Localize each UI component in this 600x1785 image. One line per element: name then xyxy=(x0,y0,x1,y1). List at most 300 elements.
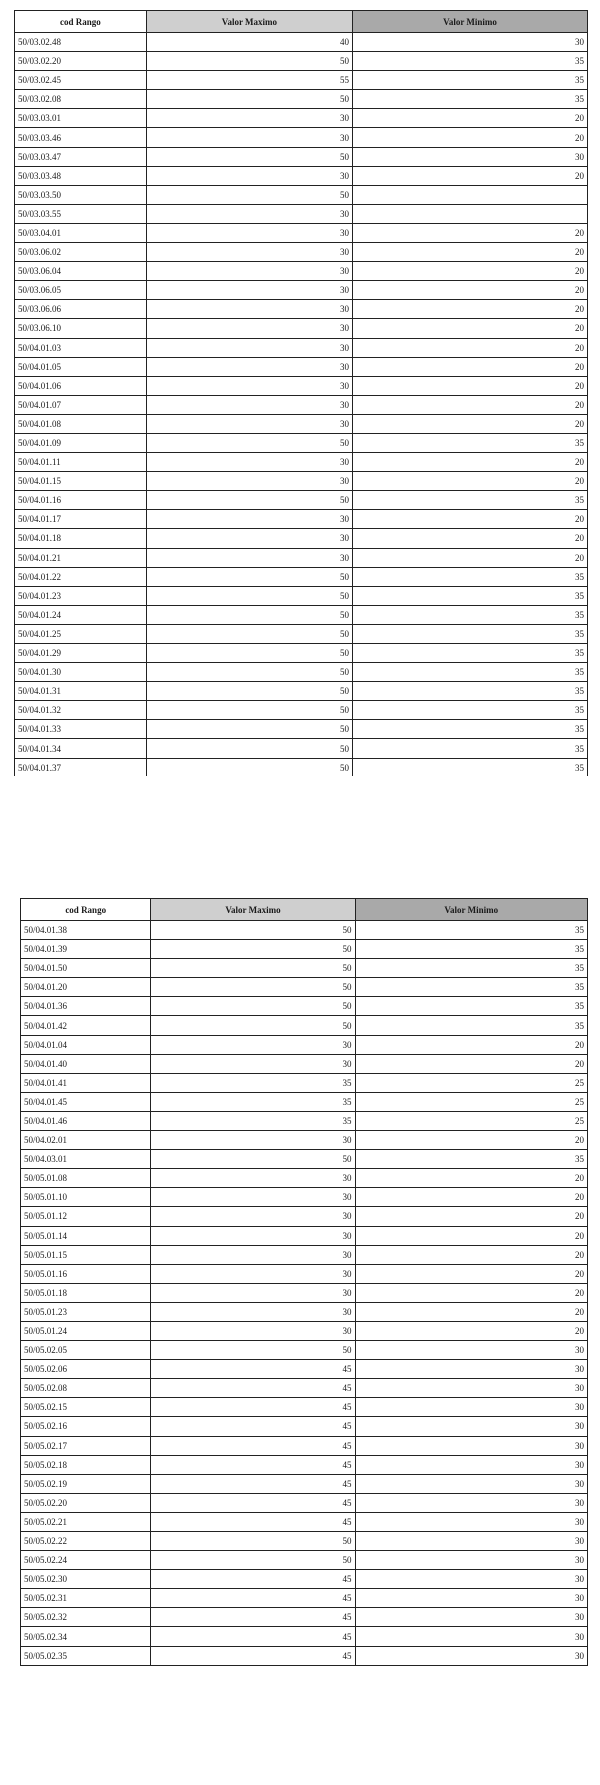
cell-valor-minimo: 35 xyxy=(353,644,588,663)
cell-valor-minimo: 20 xyxy=(353,548,588,567)
table-row xyxy=(21,1226,588,1245)
table-row xyxy=(15,128,588,147)
cell-valor-maximo: 50 xyxy=(146,624,352,643)
cell-cod-rango: 50/04.01.40 xyxy=(21,1054,151,1073)
cell-cod-rango: 50/03.06.02 xyxy=(15,243,147,262)
cell-valor-maximo: 50 xyxy=(151,959,355,978)
cell-cod-rango: 50/04.01.20 xyxy=(21,978,151,997)
cell-valor-maximo: 50 xyxy=(146,52,352,71)
header-cod-rango: cod Rango xyxy=(15,11,147,33)
cell-valor-minimo: 20 xyxy=(355,1169,587,1188)
cell-valor-minimo: 35 xyxy=(355,1150,587,1169)
table-row xyxy=(15,357,588,376)
cell-valor-maximo: 50 xyxy=(151,1532,355,1551)
cell-valor-maximo: 30 xyxy=(151,1226,355,1245)
table-row xyxy=(15,758,588,777)
header-row xyxy=(15,11,588,33)
table-row xyxy=(21,1474,588,1493)
cell-valor-minimo: 30 xyxy=(353,147,588,166)
cell-valor-maximo: 30 xyxy=(151,1264,355,1283)
cell-valor-maximo: 30 xyxy=(146,204,352,223)
cell-valor-minimo: 20 xyxy=(353,223,588,242)
table-row xyxy=(15,433,588,452)
cell-cod-rango: 50/04.01.23 xyxy=(15,586,147,605)
cell-cod-rango: 50/04.01.09 xyxy=(15,433,147,452)
cell-valor-minimo: 30 xyxy=(355,1532,587,1551)
table-row xyxy=(21,1398,588,1417)
cell-valor-maximo: 50 xyxy=(146,682,352,701)
cell-valor-maximo: 30 xyxy=(151,1321,355,1340)
table-row xyxy=(21,1551,588,1570)
table-row xyxy=(21,997,588,1016)
cell-cod-rango: 50/05.01.15 xyxy=(21,1245,151,1264)
table-row xyxy=(15,281,588,300)
cell-valor-minimo: 35 xyxy=(353,701,588,720)
cell-cod-rango: 50/03.03.47 xyxy=(15,147,147,166)
table-row xyxy=(21,1150,588,1169)
table-row xyxy=(21,1360,588,1379)
cell-valor-minimo: 25 xyxy=(355,1092,587,1111)
cell-valor-minimo: 35 xyxy=(353,682,588,701)
cell-valor-minimo: 35 xyxy=(353,739,588,758)
table-row xyxy=(21,1589,588,1608)
cell-cod-rango: 50/04.01.15 xyxy=(15,472,147,491)
table-row xyxy=(21,1379,588,1398)
cell-valor-maximo: 50 xyxy=(146,185,352,204)
table-row xyxy=(15,644,588,663)
cell-valor-minimo: 20 xyxy=(353,529,588,548)
cell-cod-rango: 50/04.01.05 xyxy=(15,357,147,376)
cell-valor-minimo: 30 xyxy=(355,1455,587,1474)
header-valor-minimo: Valor Minimo xyxy=(353,11,588,33)
cell-cod-rango: 50/04.01.39 xyxy=(21,940,151,959)
table-row xyxy=(21,1207,588,1226)
cell-valor-minimo: 20 xyxy=(353,166,588,185)
cell-valor-maximo: 45 xyxy=(151,1398,355,1417)
cell-cod-rango: 50/03.03.50 xyxy=(15,185,147,204)
table-row xyxy=(21,921,588,940)
cell-valor-minimo: 20 xyxy=(355,1207,587,1226)
cell-valor-minimo: 35 xyxy=(353,567,588,586)
cell-valor-minimo: 20 xyxy=(353,262,588,281)
table-row xyxy=(15,166,588,185)
cell-cod-rango: 50/04.01.25 xyxy=(15,624,147,643)
cell-cod-rango: 50/05.02.18 xyxy=(21,1455,151,1474)
cell-cod-rango: 50/05.01.18 xyxy=(21,1283,151,1302)
cell-valor-maximo: 30 xyxy=(151,1283,355,1302)
cell-cod-rango: 50/05.02.20 xyxy=(21,1493,151,1512)
cell-cod-rango: 50/04.01.04 xyxy=(21,1035,151,1054)
cell-valor-maximo: 30 xyxy=(151,1245,355,1264)
cell-valor-minimo: 35 xyxy=(355,921,587,940)
cell-valor-maximo: 30 xyxy=(146,453,352,472)
table-row xyxy=(15,376,588,395)
table-row xyxy=(21,1608,588,1627)
cell-valor-maximo: 50 xyxy=(146,720,352,739)
cell-cod-rango: 50/05.02.06 xyxy=(21,1360,151,1379)
cell-valor-maximo: 30 xyxy=(146,223,352,242)
table-row xyxy=(15,663,588,682)
cell-valor-minimo: 30 xyxy=(355,1493,587,1512)
cell-cod-rango: 50/04.02.01 xyxy=(21,1131,151,1150)
table-row xyxy=(21,940,588,959)
table-row xyxy=(21,1570,588,1589)
cell-cod-rango: 50/04.01.22 xyxy=(15,567,147,586)
cell-valor-maximo: 30 xyxy=(151,1188,355,1207)
cell-valor-maximo: 50 xyxy=(151,1341,355,1360)
table-row xyxy=(15,624,588,643)
cell-valor-minimo: 20 xyxy=(353,395,588,414)
cell-cod-rango: 50/04.01.24 xyxy=(15,605,147,624)
cell-valor-minimo: 30 xyxy=(355,1608,587,1627)
cell-valor-minimo: 30 xyxy=(355,1627,587,1646)
cell-valor-maximo: 30 xyxy=(146,166,352,185)
cell-valor-maximo: 30 xyxy=(151,1054,355,1073)
table-row xyxy=(21,959,588,978)
table-row xyxy=(15,262,588,281)
cell-valor-minimo: 30 xyxy=(355,1436,587,1455)
cell-valor-minimo: 30 xyxy=(355,1589,587,1608)
cell-cod-rango: 50/05.02.31 xyxy=(21,1589,151,1608)
header-valor-minimo: Valor Minimo xyxy=(355,899,587,921)
cell-valor-minimo: 30 xyxy=(355,1379,587,1398)
table-block-1 xyxy=(14,10,588,778)
cell-valor-maximo: 30 xyxy=(146,376,352,395)
cell-cod-rango: 50/03.02.08 xyxy=(15,90,147,109)
cell-cod-rango: 50/03.03.01 xyxy=(15,109,147,128)
cell-cod-rango: 50/05.01.12 xyxy=(21,1207,151,1226)
cell-valor-minimo: 20 xyxy=(353,453,588,472)
cell-cod-rango: 50/05.02.30 xyxy=(21,1570,151,1589)
cell-cod-rango: 50/04.01.37 xyxy=(15,758,147,777)
cell-valor-minimo: 30 xyxy=(355,1417,587,1436)
cell-valor-maximo: 50 xyxy=(151,1016,355,1035)
cell-valor-minimo: 20 xyxy=(353,414,588,433)
table-row xyxy=(21,1646,588,1665)
cell-valor-minimo: 20 xyxy=(353,338,588,357)
cell-cod-rango: 50/03.02.45 xyxy=(15,71,147,90)
cell-valor-minimo: 20 xyxy=(355,1245,587,1264)
table-row xyxy=(21,1131,588,1150)
cell-cod-rango: 50/04.01.18 xyxy=(15,529,147,548)
cell-cod-rango: 50/04.01.36 xyxy=(21,997,151,1016)
cell-valor-minimo: 20 xyxy=(355,1188,587,1207)
cell-valor-minimo: 35 xyxy=(355,1016,587,1035)
table-row xyxy=(15,510,588,529)
cell-valor-minimo: 30 xyxy=(355,1341,587,1360)
cell-valor-minimo: 30 xyxy=(355,1512,587,1531)
cell-valor-maximo: 35 xyxy=(151,1073,355,1092)
cell-cod-rango: 50/04.01.38 xyxy=(21,921,151,940)
cell-valor-maximo: 50 xyxy=(151,940,355,959)
cell-valor-minimo: 35 xyxy=(353,586,588,605)
range-table-2 xyxy=(20,898,588,1666)
header-valor-maximo: Valor Maximo xyxy=(146,11,352,33)
cell-cod-rango: 50/03.06.06 xyxy=(15,300,147,319)
cell-valor-minimo: 35 xyxy=(355,978,587,997)
cell-valor-minimo: 20 xyxy=(353,128,588,147)
cell-valor-maximo: 50 xyxy=(146,663,352,682)
cell-valor-minimo: 20 xyxy=(353,357,588,376)
cell-cod-rango: 50/04.01.07 xyxy=(15,395,147,414)
cell-valor-maximo: 50 xyxy=(146,758,352,777)
table-row xyxy=(21,1245,588,1264)
cell-valor-minimo xyxy=(353,185,588,204)
cell-cod-rango: 50/05.02.34 xyxy=(21,1627,151,1646)
cell-valor-maximo: 30 xyxy=(146,128,352,147)
cell-cod-rango: 50/05.02.17 xyxy=(21,1436,151,1455)
cell-valor-minimo: 35 xyxy=(353,433,588,452)
cell-valor-maximo: 30 xyxy=(146,338,352,357)
cell-valor-maximo: 30 xyxy=(151,1302,355,1321)
cell-valor-minimo: 30 xyxy=(355,1474,587,1493)
cell-cod-rango: 50/05.02.22 xyxy=(21,1532,151,1551)
cell-valor-maximo: 30 xyxy=(146,472,352,491)
cell-valor-maximo: 50 xyxy=(146,605,352,624)
table-row xyxy=(21,1302,588,1321)
page-cut xyxy=(14,776,588,780)
cell-cod-rango: 50/05.01.14 xyxy=(21,1226,151,1245)
cell-valor-maximo: 45 xyxy=(151,1436,355,1455)
cell-cod-rango: 50/03.03.48 xyxy=(15,166,147,185)
cell-cod-rango: 50/04.01.29 xyxy=(15,644,147,663)
table-row xyxy=(21,1493,588,1512)
cell-valor-minimo: 20 xyxy=(353,472,588,491)
cell-valor-maximo: 35 xyxy=(151,1092,355,1111)
cell-cod-rango: 50/05.02.05 xyxy=(21,1341,151,1360)
table-row xyxy=(15,33,588,52)
cell-cod-rango: 50/04.01.08 xyxy=(15,414,147,433)
cell-valor-minimo: 20 xyxy=(353,376,588,395)
table-row xyxy=(15,185,588,204)
cell-valor-minimo: 35 xyxy=(353,491,588,510)
table-row xyxy=(15,414,588,433)
cell-valor-minimo: 20 xyxy=(353,300,588,319)
table-row xyxy=(15,204,588,223)
table-row xyxy=(21,1264,588,1283)
cell-valor-maximo: 30 xyxy=(146,319,352,338)
table-row xyxy=(15,319,588,338)
cell-valor-maximo: 55 xyxy=(146,71,352,90)
cell-valor-minimo: 20 xyxy=(355,1054,587,1073)
cell-valor-maximo: 50 xyxy=(151,1551,355,1570)
cell-valor-minimo xyxy=(353,204,588,223)
cell-cod-rango: 50/03.02.20 xyxy=(15,52,147,71)
range-table-1 xyxy=(14,10,588,778)
cell-valor-maximo: 45 xyxy=(151,1512,355,1531)
cell-valor-minimo: 20 xyxy=(353,281,588,300)
cell-valor-minimo: 35 xyxy=(353,624,588,643)
table-row xyxy=(15,453,588,472)
cell-valor-maximo: 30 xyxy=(151,1131,355,1150)
cell-valor-maximo: 30 xyxy=(151,1207,355,1226)
cell-valor-minimo: 35 xyxy=(353,90,588,109)
cell-valor-minimo: 20 xyxy=(353,243,588,262)
header-valor-maximo: Valor Maximo xyxy=(151,899,355,921)
table-row xyxy=(21,1321,588,1340)
table-row xyxy=(15,701,588,720)
cell-valor-minimo: 30 xyxy=(355,1646,587,1665)
cell-cod-rango: 50/04.01.42 xyxy=(21,1016,151,1035)
cell-valor-maximo: 30 xyxy=(146,243,352,262)
cell-cod-rango: 50/03.04.01 xyxy=(15,223,147,242)
cell-cod-rango: 50/03.03.46 xyxy=(15,128,147,147)
table-row xyxy=(15,71,588,90)
cell-cod-rango: 50/05.01.10 xyxy=(21,1188,151,1207)
cell-cod-rango: 50/05.02.24 xyxy=(21,1551,151,1570)
cell-valor-minimo: 30 xyxy=(353,33,588,52)
table-row xyxy=(21,1341,588,1360)
table-row xyxy=(21,1188,588,1207)
cell-valor-maximo: 45 xyxy=(151,1589,355,1608)
cell-cod-rango: 50/05.01.16 xyxy=(21,1264,151,1283)
cell-valor-maximo: 50 xyxy=(151,921,355,940)
table-row xyxy=(15,338,588,357)
cell-valor-maximo: 45 xyxy=(151,1493,355,1512)
cell-cod-rango: 50/05.01.08 xyxy=(21,1169,151,1188)
table-row xyxy=(21,1455,588,1474)
table-row xyxy=(15,567,588,586)
cell-valor-minimo: 20 xyxy=(355,1035,587,1054)
cell-valor-maximo: 45 xyxy=(151,1627,355,1646)
cell-valor-minimo: 30 xyxy=(355,1360,587,1379)
table-row xyxy=(21,1073,588,1092)
table-row xyxy=(21,1283,588,1302)
table-row xyxy=(15,300,588,319)
table-block-2 xyxy=(20,898,588,1666)
cell-valor-minimo: 20 xyxy=(353,109,588,128)
cell-valor-minimo: 30 xyxy=(355,1398,587,1417)
table-row xyxy=(21,1092,588,1111)
cell-cod-rango: 50/04.01.03 xyxy=(15,338,147,357)
cell-valor-maximo: 50 xyxy=(146,90,352,109)
cell-valor-maximo: 45 xyxy=(151,1455,355,1474)
table-row xyxy=(15,243,588,262)
table-row xyxy=(21,1111,588,1130)
cell-valor-maximo: 30 xyxy=(146,357,352,376)
cell-valor-maximo: 30 xyxy=(146,548,352,567)
table-row xyxy=(15,739,588,758)
cell-cod-rango: 50/03.06.05 xyxy=(15,281,147,300)
table-row xyxy=(15,682,588,701)
cell-valor-maximo: 50 xyxy=(151,978,355,997)
cell-cod-rango: 50/05.02.08 xyxy=(21,1379,151,1398)
cell-cod-rango: 50/04.01.33 xyxy=(15,720,147,739)
cell-cod-rango: 50/05.02.32 xyxy=(21,1608,151,1627)
table-row xyxy=(15,109,588,128)
cell-cod-rango: 50/05.02.35 xyxy=(21,1646,151,1665)
cell-cod-rango: 50/04.01.21 xyxy=(15,548,147,567)
cell-valor-minimo: 25 xyxy=(355,1111,587,1130)
cell-valor-maximo: 50 xyxy=(146,739,352,758)
cell-valor-maximo: 50 xyxy=(146,701,352,720)
cell-valor-minimo: 20 xyxy=(355,1131,587,1150)
cell-valor-maximo: 30 xyxy=(146,529,352,548)
cell-valor-maximo: 50 xyxy=(146,491,352,510)
cell-valor-maximo: 30 xyxy=(146,510,352,529)
cell-valor-minimo: 20 xyxy=(355,1226,587,1245)
cell-valor-minimo: 20 xyxy=(355,1283,587,1302)
cell-valor-maximo: 30 xyxy=(151,1169,355,1188)
table-row xyxy=(21,1532,588,1551)
table-row xyxy=(21,1016,588,1035)
cell-cod-rango: 50/04.01.30 xyxy=(15,663,147,682)
cell-cod-rango: 50/03.03.55 xyxy=(15,204,147,223)
cell-valor-maximo: 45 xyxy=(151,1360,355,1379)
cell-valor-minimo: 35 xyxy=(355,997,587,1016)
cell-valor-maximo: 30 xyxy=(146,281,352,300)
table-row xyxy=(15,90,588,109)
cell-valor-minimo: 35 xyxy=(353,71,588,90)
table-row xyxy=(15,223,588,242)
table-body-2 xyxy=(21,921,588,1666)
cell-valor-maximo: 50 xyxy=(146,147,352,166)
cell-cod-rango: 50/04.01.34 xyxy=(15,739,147,758)
cell-valor-maximo: 30 xyxy=(146,262,352,281)
cell-cod-rango: 50/04.01.50 xyxy=(21,959,151,978)
cell-valor-minimo: 35 xyxy=(353,758,588,777)
table-row xyxy=(15,586,588,605)
cell-valor-maximo: 40 xyxy=(146,33,352,52)
table-row xyxy=(15,52,588,71)
cell-cod-rango: 50/04.03.01 xyxy=(21,1150,151,1169)
cell-valor-minimo: 25 xyxy=(355,1073,587,1092)
cell-valor-maximo: 45 xyxy=(151,1646,355,1665)
cell-cod-rango: 50/04.01.45 xyxy=(21,1092,151,1111)
cell-cod-rango: 50/05.01.24 xyxy=(21,1321,151,1340)
cell-valor-maximo: 50 xyxy=(146,567,352,586)
table-row xyxy=(21,978,588,997)
cell-valor-minimo: 20 xyxy=(355,1264,587,1283)
table-row xyxy=(21,1054,588,1073)
cell-valor-maximo: 50 xyxy=(146,586,352,605)
cell-cod-rango: 50/05.02.19 xyxy=(21,1474,151,1493)
cell-cod-rango: 50/04.01.46 xyxy=(21,1111,151,1130)
cell-valor-maximo: 30 xyxy=(151,1035,355,1054)
cell-cod-rango: 50/04.01.06 xyxy=(15,376,147,395)
cell-valor-maximo: 30 xyxy=(146,414,352,433)
cell-valor-minimo: 35 xyxy=(353,605,588,624)
table-row xyxy=(21,1436,588,1455)
cell-valor-minimo: 30 xyxy=(355,1570,587,1589)
cell-valor-maximo: 50 xyxy=(146,644,352,663)
table-row xyxy=(15,472,588,491)
cell-valor-maximo: 35 xyxy=(151,1111,355,1130)
cell-cod-rango: 50/05.02.16 xyxy=(21,1417,151,1436)
table-row xyxy=(15,548,588,567)
table-row xyxy=(21,1512,588,1531)
cell-cod-rango: 50/04.01.41 xyxy=(21,1073,151,1092)
cell-cod-rango: 50/04.01.11 xyxy=(15,453,147,472)
cell-valor-minimo: 20 xyxy=(353,319,588,338)
cell-valor-minimo: 35 xyxy=(355,959,587,978)
cell-valor-minimo: 35 xyxy=(353,663,588,682)
table-row xyxy=(15,720,588,739)
table-row xyxy=(21,1035,588,1054)
cell-cod-rango: 50/05.01.23 xyxy=(21,1302,151,1321)
cell-valor-maximo: 50 xyxy=(151,997,355,1016)
table-row xyxy=(21,1169,588,1188)
table-row xyxy=(21,1627,588,1646)
cell-valor-minimo: 30 xyxy=(355,1551,587,1570)
cell-valor-minimo: 35 xyxy=(353,52,588,71)
table-row xyxy=(15,605,588,624)
cell-valor-minimo: 20 xyxy=(353,510,588,529)
cell-valor-maximo: 45 xyxy=(151,1379,355,1398)
cell-valor-minimo: 35 xyxy=(353,720,588,739)
cell-cod-rango: 50/05.02.15 xyxy=(21,1398,151,1417)
header-cod-rango: cod Rango xyxy=(21,899,151,921)
